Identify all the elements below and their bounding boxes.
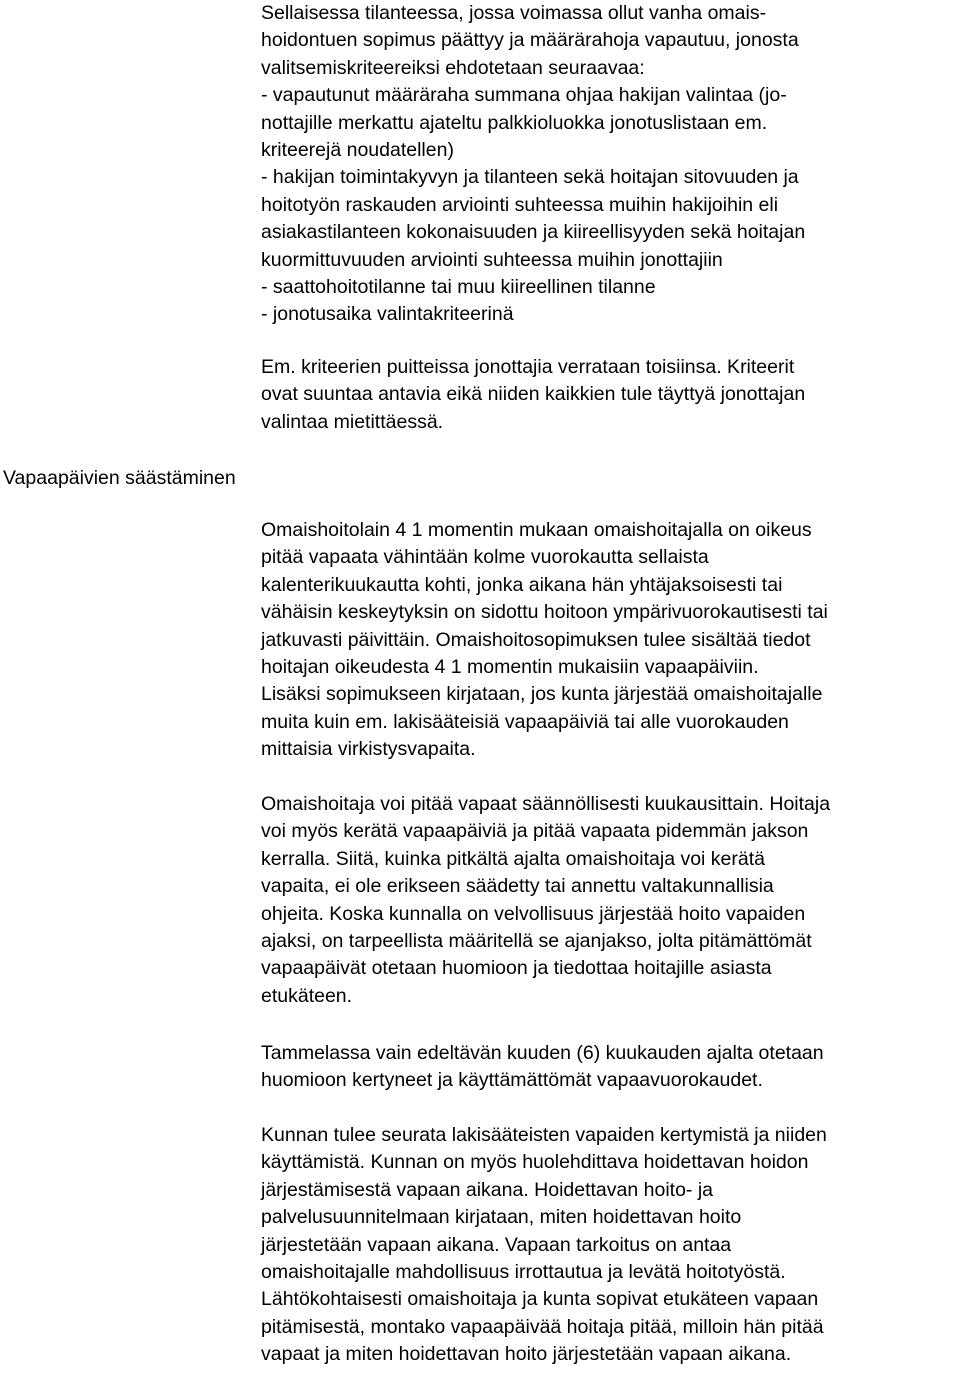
text-line: valitsemiskriteereiksi ehdotetaan seuraavaa: <box>261 56 645 79</box>
text-line: Em. kriteerien puitteissa jonottajia verrataan toisiinsa. Kriteerit <box>261 356 795 378</box>
text-line: vähäisin keskeytyksin on sidottu hoitoon ympärivuorokautisesti tai <box>261 601 828 624</box>
text-line: - saattohoitotilanne tai muu kiireellinen tilanne <box>261 275 656 298</box>
text-line: vapaat ja miten hoidettavan hoito järjestetään vapaan aikana. <box>261 1343 792 1366</box>
text-line: nottajille merkattu ajateltu palkkioluokka jonotuslistaan em. <box>261 111 768 134</box>
text-line: jatkuvasti päivittäin. Omaishoitosopimuksen tulee sisältää tiedot <box>261 628 811 651</box>
text-line: ohjeita. Koska kunnalla on velvollisuus järjestää hoito vapaiden <box>261 902 806 925</box>
text-line: Lisäksi sopimukseen kirjataan, jos kunta järjestää omaishoitajalle <box>261 683 823 706</box>
text-line: - jonotusaika valintakriteerinä <box>261 303 514 326</box>
paragraph-selection-criteria <box>261 0 805 329</box>
paragraph-law-section <box>261 517 828 764</box>
text-line: käyttämistä. Kunnan on myös huolehdittava hoidettavan hoidon <box>261 1151 809 1174</box>
text-line: Kunnan tulee seurata lakisääteisten vapaiden kertymistä ja niiden <box>261 1124 827 1146</box>
text-line: voi myös kerätä vapaapäiviä ja pitää vapaata pidemmän jakson <box>261 820 809 843</box>
text-line: hoitajan oikeudesta 4 1 momentin mukaisiin vapaapäiviin. <box>261 655 759 678</box>
text-line: kerralla. Siitä, kuinka pitkältä ajalta omaishoitaja voi kerätä <box>261 847 766 870</box>
text-line: ovat suuntaa antavia eikä niiden kaikkien tule täyttyä jonottajan <box>261 383 806 406</box>
text-line: Lähtökohtaisesti omaishoitaja ja kunta sopivat etukäteen vapaan <box>261 1288 819 1311</box>
text-line: pitää vapaata vähintään kolme vuorokautta sellaista <box>261 546 709 569</box>
text-line: palvelusuunnitelmaan kirjataan, miten hoidettavan hoito <box>261 1206 742 1229</box>
paragraph-tammela-rule <box>261 1040 824 1095</box>
text-line: hoidontuen sopimus päättyy ja määrärahoja vapautuu, jonosta <box>261 29 799 52</box>
section-heading-vapaapaivien-saastaminen: Vapaapäivien säästäminen <box>3 467 236 489</box>
text-line: kalenterikuukautta kohti, jonka aikana hän yhtäjaksoisesti tai <box>261 573 783 596</box>
text-line: ajaksi, on tarpeellista määritellä se ajanjakso, jolta pitämättömät <box>261 929 812 952</box>
text-line: järjestämisestä vapaan aikana. Hoidettavan hoito- ja <box>261 1178 714 1201</box>
text-line: huomioon kertyneet ja käyttämättömät vapaavuorokaudet. <box>261 1069 763 1092</box>
paragraph-criteria-comparison <box>261 354 805 436</box>
paragraph-municipality-duties <box>261 1122 827 1369</box>
text-line: vapaapäivät otetaan huomioon ja tiedottaa hoitajille asiasta <box>261 957 772 980</box>
text-line: Sellaisessa tilanteessa, jossa voimassa ollut vanha omais- <box>261 2 767 24</box>
text-line: kriteerejä noudatellen) <box>261 138 454 161</box>
text-line: - vapautunut määräraha summana ohjaa hakijan valintaa (jo- <box>261 84 787 107</box>
text-line: omaishoitajalle mahdollisuus irrottautua ja levätä hoitotyöstä. <box>261 1260 786 1283</box>
text-line: Tammelassa vain edeltävän kuuden (6) kuukauden ajalta otetaan <box>261 1042 824 1064</box>
text-line: järjestetään vapaan aikana. Vapaan tarkoitus on antaa <box>261 1233 732 1256</box>
text-line: - hakijan toimintakyvyn ja tilanteen sekä hoitajan sitovuuden ja <box>261 166 799 189</box>
text-line: mittaisia virkistysvapaita. <box>261 738 476 761</box>
paragraph-collecting-days <box>261 791 830 1010</box>
text-line: Omaishoitolain 4 1 momentin mukaan omaishoitajalla on oikeus <box>261 519 812 541</box>
text-line: Omaishoitaja voi pitää vapaat säännöllisesti kuukausittain. Hoitaja <box>261 793 831 815</box>
text-line: muita kuin em. lakisääteisiä vapaapäiviä tai alle vuorokauden <box>261 710 789 733</box>
text-line: etukäteen. <box>261 984 353 1007</box>
text-line: kuormittuvuuden arviointi suhteessa muihin jonottajiin <box>261 248 723 271</box>
text-line: pitämisestä, montako vapaapäivää hoitaja pitää, milloin hän pitää <box>261 1315 824 1338</box>
text-line: valintaa mietittäessä. <box>261 410 444 433</box>
text-line: hoitotyön raskauden arviointi suhteessa muihin hakijoihin eli <box>261 193 779 216</box>
text-line: asiakastilanteen kokonaisuuden ja kiireellisyyden sekä hoitajan <box>261 221 806 244</box>
text-line: vapaita, ei ole erikseen säädetty tai annettu valtakunnallisia <box>261 875 774 898</box>
